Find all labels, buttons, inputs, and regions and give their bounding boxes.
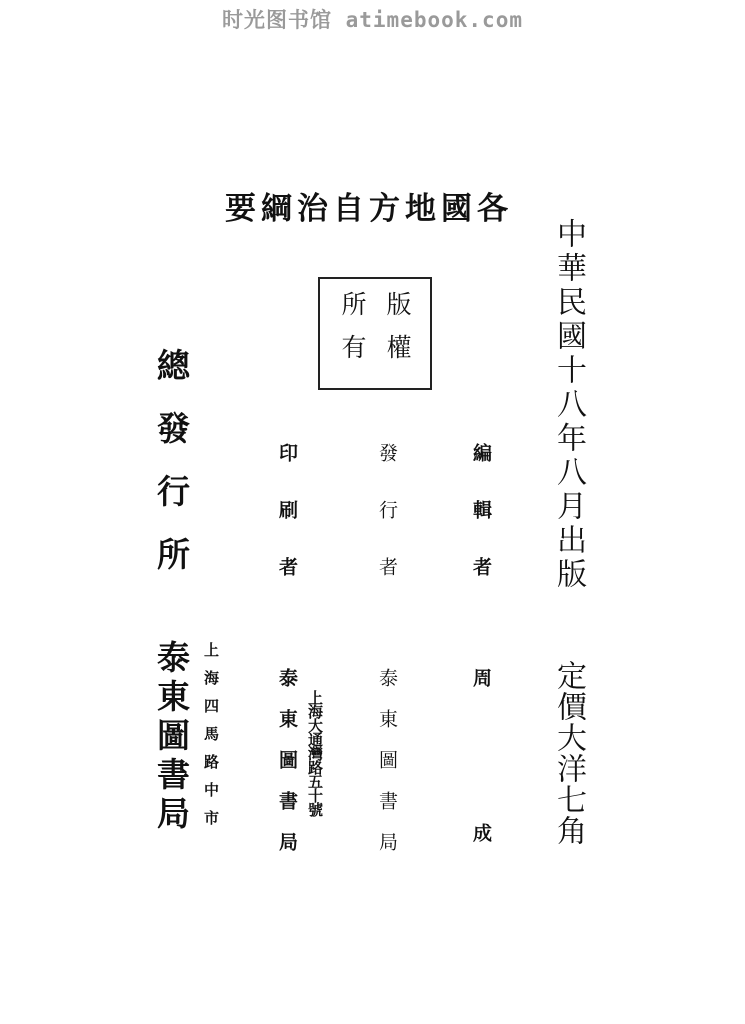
printer-address: 上海大通灣路五十號 [306,690,324,816]
copyright-left-column: 所有 [338,291,367,377]
book-title: 各國地方自治綱要 [225,191,513,227]
publication-date: 中華民國十八年八月出版 [551,218,586,592]
publisher-name: 泰東圖書局 [376,668,398,873]
watermark-text: 时光图书馆 atimebook.com [221,8,523,32]
publisher-label: 發行者 [376,443,398,614]
editor-label: 編輯者 [470,443,492,614]
copyright-right-column: 版權 [383,291,412,377]
copyright-box [318,277,432,390]
printer-name: 泰東圖書局 [276,668,298,873]
price-text: 定價大洋七角 [551,660,586,846]
printer-label: 印刷者 [276,443,298,614]
distributor-address: 上海四馬路中市 [202,642,220,838]
distributor-name: 泰東圖書局 [152,640,191,835]
editor-name: 周成 [470,668,492,978]
distributor-label: 總發行所 [152,348,191,600]
